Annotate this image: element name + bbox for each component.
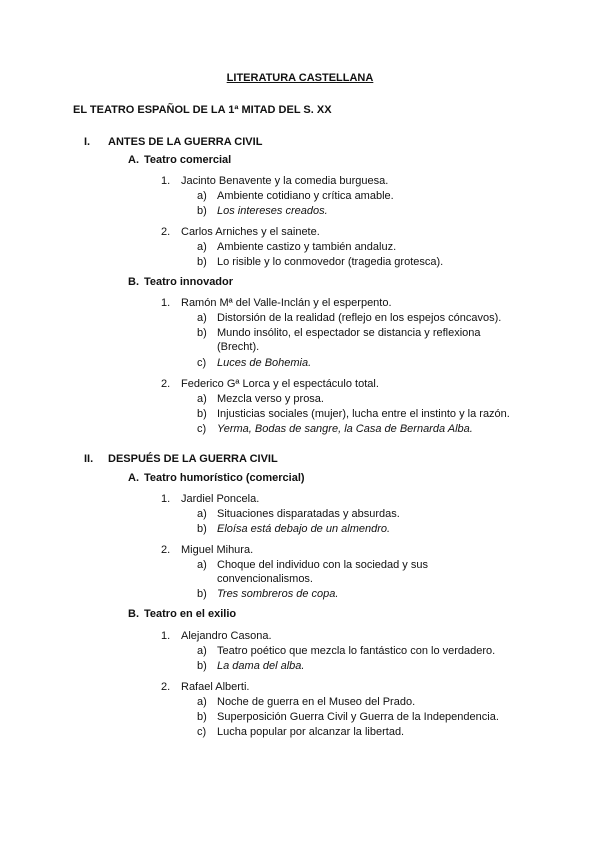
point-text: Tres sombreros de copa. <box>217 588 339 600</box>
subsection-title: Teatro innovador <box>144 276 234 288</box>
list-point <box>197 522 527 536</box>
item-text: Miguel Mihura. <box>181 544 254 556</box>
list-item <box>161 543 253 557</box>
list-point <box>197 507 527 521</box>
subsection-letter: B. <box>128 608 139 620</box>
document-subtitle: EL TEATRO ESPAÑOL DE LA 1ª MITAD DEL S. XX <box>73 104 332 116</box>
point-text: Situaciones disparatadas y absurdas. <box>217 508 400 520</box>
list-item <box>161 296 392 310</box>
item-number: 1. <box>161 175 171 187</box>
item-text: Federico Gª Lorca y el espectáculo total. <box>181 378 379 390</box>
section-number: II. <box>84 453 94 465</box>
list-point <box>197 587 527 601</box>
point-text: Mezcla verso y prosa. <box>217 393 324 405</box>
item-text: Ramón Mª del Valle-Inclán y el esperpento. <box>181 297 392 309</box>
point-letter: a) <box>197 312 207 324</box>
document-title: LITERATURA CASTELLANA <box>226 72 374 84</box>
item-text: Jardiel Poncela. <box>181 493 260 505</box>
point-letter: b) <box>197 256 207 268</box>
list-point <box>197 311 527 325</box>
list-point <box>197 326 527 354</box>
point-letter: a) <box>197 508 207 520</box>
item-number: 2. <box>161 544 171 556</box>
point-letter: a) <box>197 559 207 571</box>
subsection-letter: B. <box>128 276 139 288</box>
point-letter: b) <box>197 408 207 420</box>
subsection-title: Teatro humorístico (comercial) <box>144 472 305 484</box>
subsection-letter: A. <box>128 154 139 166</box>
point-letter: b) <box>197 660 207 672</box>
list-point <box>197 558 527 586</box>
subsection-heading <box>128 472 305 484</box>
list-point <box>197 356 527 370</box>
subsection-heading <box>128 154 231 166</box>
list-point <box>197 392 527 406</box>
point-letter: a) <box>197 241 207 253</box>
point-text: Luces de Bohemia. <box>217 357 312 369</box>
list-item <box>161 492 259 506</box>
list-point <box>197 407 527 421</box>
point-text: Los intereses creados. <box>217 205 328 217</box>
item-text: Carlos Arniches y el sainete. <box>181 226 320 238</box>
point-text: Superposición Guerra Civil y Guerra de la Independencia. <box>217 711 499 723</box>
point-letter: c) <box>197 423 207 435</box>
point-text: La dama del alba. <box>217 660 305 672</box>
point-text: Lucha popular por alcanzar la libertad. <box>217 726 405 738</box>
subsection-title: Teatro comercial <box>144 154 232 166</box>
list-point <box>197 695 527 709</box>
section-title: DESPUÉS DE LA GUERRA CIVIL <box>108 453 278 465</box>
point-letter: a) <box>197 190 207 202</box>
point-text: Injusticias sociales (mujer), lucha entre el instinto y la razón. <box>217 408 510 420</box>
list-point <box>197 659 527 673</box>
point-text: Teatro poético que mezcla lo fantástico con lo verdadero. <box>217 645 496 657</box>
point-letter: a) <box>197 393 207 405</box>
list-item <box>161 377 379 391</box>
point-text: Mundo insólito, el espectador se distancia y reflexiona (Brecht). <box>217 327 481 353</box>
point-text: Yerma, Bodas de sangre, la Casa de Bernarda Alba. <box>217 423 473 435</box>
point-letter: a) <box>197 645 207 657</box>
section-heading <box>84 453 278 465</box>
subsection-heading <box>128 276 233 288</box>
point-text: Lo risible y lo conmovedor (tragedia grotesca). <box>217 256 444 268</box>
item-number: 1. <box>161 297 171 309</box>
list-item <box>161 629 272 643</box>
list-point <box>197 644 527 658</box>
list-item <box>161 174 388 188</box>
list-point <box>197 240 527 254</box>
subsection-heading <box>128 608 236 620</box>
list-point <box>197 725 527 739</box>
list-item <box>161 680 249 694</box>
point-text: Distorsión de la realidad (reflejo en los espejos cóncavos). <box>217 312 502 324</box>
point-text: Choque del individuo con la sociedad y sus convencionalismos. <box>217 559 428 585</box>
point-letter: b) <box>197 711 207 723</box>
point-letter: a) <box>197 696 207 708</box>
section-number: I. <box>84 136 91 148</box>
point-text: Noche de guerra en el Museo del Prado. <box>217 696 416 708</box>
point-letter: b) <box>197 327 207 339</box>
point-text: Eloísa está debajo de un almendro. <box>217 523 391 535</box>
list-point <box>197 204 527 218</box>
item-number: 1. <box>161 630 171 642</box>
point-letter: c) <box>197 357 207 369</box>
point-letter: b) <box>197 588 207 600</box>
item-number: 2. <box>161 226 171 238</box>
item-text: Alejandro Casona. <box>181 630 272 642</box>
item-text: Rafael Alberti. <box>181 681 250 693</box>
point-letter: c) <box>197 726 207 738</box>
point-text: Ambiente castizo y también andaluz. <box>217 241 397 253</box>
subsection-letter: A. <box>128 472 139 484</box>
list-item <box>161 225 320 239</box>
item-number: 2. <box>161 681 171 693</box>
item-number: 1. <box>161 493 171 505</box>
item-number: 2. <box>161 378 171 390</box>
section-heading <box>84 136 262 148</box>
list-point <box>197 255 527 269</box>
point-letter: b) <box>197 523 207 535</box>
section-title: ANTES DE LA GUERRA CIVIL <box>108 136 263 148</box>
list-point <box>197 710 527 724</box>
subsection-title: Teatro en el exilio <box>144 608 237 620</box>
list-point <box>197 189 527 203</box>
point-letter: b) <box>197 205 207 217</box>
item-text: Jacinto Benavente y la comedia burguesa. <box>181 175 389 187</box>
point-text: Ambiente cotidiano y crítica amable. <box>217 190 394 202</box>
list-point <box>197 422 527 436</box>
